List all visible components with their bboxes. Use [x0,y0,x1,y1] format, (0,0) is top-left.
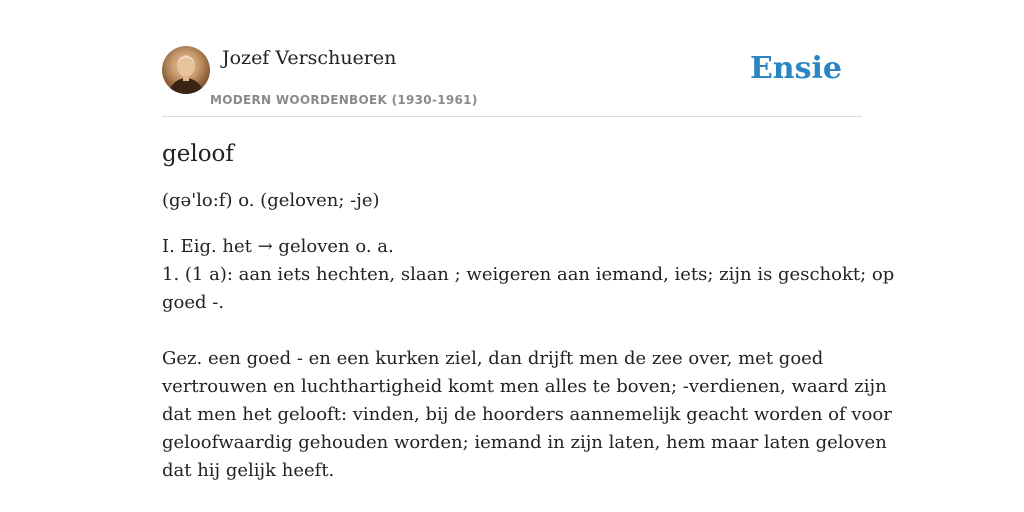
author-name[interactable]: Jozef Verschueren [222,47,397,69]
sense-heading: I. Eig. het → geloven o. a. [162,236,394,257]
sense-line: 1. (1 a): aan iets hechten, slaan ; weigeren aan iemand, iets; zijn is geschokt; op [162,264,895,285]
expression-line: geloofwaardig gehouden worden; iemand in zijn laten, hem maar laten geloven [162,432,887,453]
author-avatar[interactable] [162,46,210,94]
sense-line: goed -. [162,292,225,313]
entry-header [162,46,862,117]
entry-pronunciation: (gə'lo:f) o. (geloven; -je) [162,190,380,211]
ensie-logo[interactable]: Ensie [749,51,842,86]
source-title[interactable]: MODERN WOORDENBOEK (1930-1961) [210,93,478,107]
expression-line: dat hij gelijk heeft. [162,460,335,481]
entry-content [162,138,895,485]
expression-line: dat men het gelooft: vinden, bij de hoorders aannemelijk geacht worden of voor [162,404,892,425]
entry-word: geloof [162,141,234,167]
expression-line: Gez. een goed - en een kurken ziel, dan drijft men de zee over, met goed [162,348,824,369]
expression-line: vertrouwen en luchthartigheid komt men alles te boven; -verdienen, waard zijn [162,376,887,397]
